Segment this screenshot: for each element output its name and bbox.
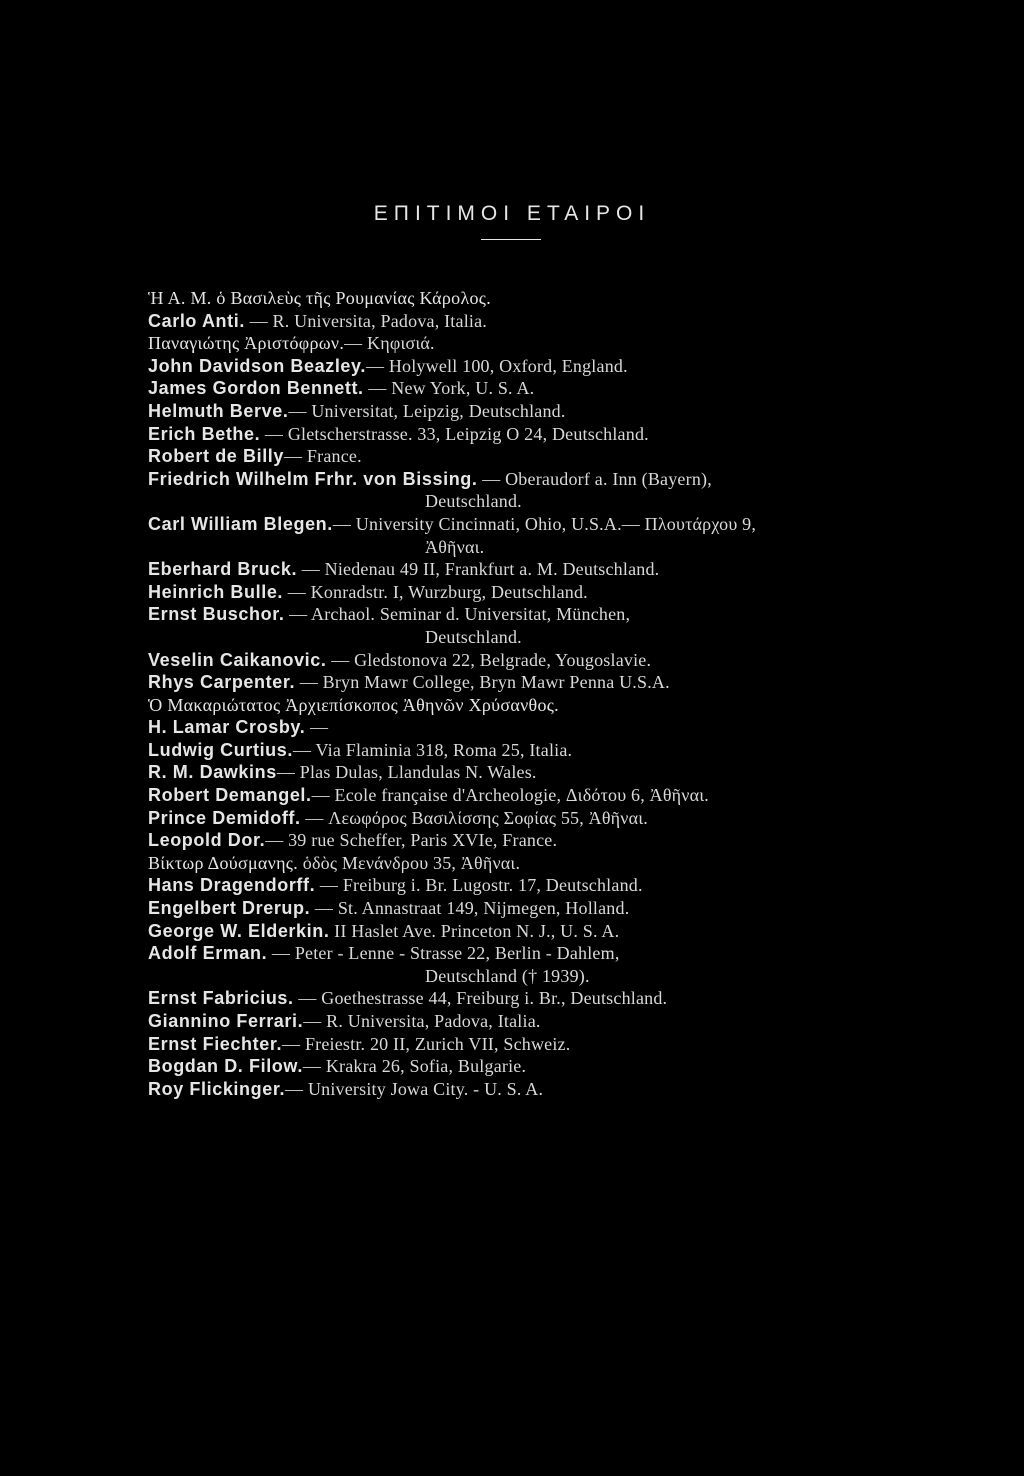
member-name: Ludwig Curtius. bbox=[148, 739, 293, 760]
member-name: Veselin Caikanovic. bbox=[148, 649, 327, 670]
member-address-continuation: Deutschland. bbox=[425, 626, 522, 647]
member-address: — Κηφισιά. bbox=[344, 333, 435, 354]
member-name: Erich Bethe. bbox=[148, 423, 261, 444]
member-address: — Bryn Mawr College, Bryn Mawr Penna U.S.A. bbox=[295, 672, 670, 693]
member-entry bbox=[148, 310, 888, 333]
member-name: Robert de Billy bbox=[148, 446, 285, 467]
member-address: — Krakra 26, Sofia, Bulgarie. bbox=[302, 1056, 527, 1077]
member-entry bbox=[148, 1078, 888, 1101]
member-name: Roy Flickinger. bbox=[148, 1078, 286, 1099]
member-name: Giannino Ferrari. bbox=[148, 1011, 304, 1031]
member-address: — New York, U. S. A. bbox=[363, 378, 535, 399]
member-entry bbox=[148, 513, 888, 536]
member-name: Carl William Blegen. bbox=[148, 513, 333, 534]
member-address: — Holywell 100, Oxford, England. bbox=[365, 355, 628, 376]
member-address: — Via Flaminia 318, Roma 25, Italia. bbox=[292, 739, 573, 760]
member-name: George W. Elderkin. bbox=[148, 920, 330, 941]
member-entry bbox=[148, 1010, 888, 1033]
member-entry bbox=[148, 649, 888, 672]
member-address: — R. Universita, Padova, Italia. bbox=[244, 310, 487, 331]
member-name: Eberhard Bruck. bbox=[148, 559, 298, 580]
member-address: — Freiburg i. Br. Lugostr. 17, Deutschland. bbox=[315, 875, 643, 896]
member-entry-continuation bbox=[148, 626, 888, 649]
member-address: — St. Annastraat 149, Nijmegen, Holland. bbox=[310, 898, 630, 919]
member-address: II Haslet Ave. Princeton N. J., U. S. A. bbox=[329, 920, 620, 941]
member-entry bbox=[148, 1055, 888, 1078]
member-entry bbox=[148, 784, 888, 807]
member-name: Ernst Fiechter. bbox=[148, 1033, 283, 1054]
member-address-continuation: Deutschland († 1939). bbox=[425, 965, 590, 986]
member-entry-continuation bbox=[148, 490, 888, 513]
member-entry bbox=[148, 671, 888, 694]
member-name: Helmuth Berve. bbox=[148, 400, 289, 421]
member-name: Engelbert Drerup. bbox=[148, 898, 311, 919]
member-name: Prince Demidoff. bbox=[148, 807, 301, 828]
member-entry bbox=[148, 445, 888, 468]
member-name: Friedrich Wilhelm Frhr. von Bissing. bbox=[148, 468, 478, 489]
member-name: R. M. Dawkins bbox=[148, 762, 277, 783]
member-entry bbox=[148, 942, 888, 965]
page-title: ΕΠΙΤΙΜΟΙ ΕΤΑΙΡΟΙ bbox=[373, 202, 651, 225]
member-entry bbox=[148, 694, 888, 717]
member-entry bbox=[148, 581, 888, 604]
member-entry bbox=[148, 1033, 888, 1056]
member-address-continuation: Ἀθῆναι. bbox=[425, 536, 485, 557]
member-name: Robert Demangel. bbox=[148, 785, 312, 806]
member-entry bbox=[148, 761, 888, 784]
member-entry bbox=[148, 287, 888, 310]
member-name: John Davidson Beazley. bbox=[148, 355, 366, 376]
member-entry bbox=[148, 603, 888, 626]
member-entry bbox=[148, 987, 888, 1010]
member-entry-continuation bbox=[148, 536, 888, 559]
member-entry bbox=[148, 400, 888, 423]
member-entry bbox=[148, 920, 888, 943]
member-name: Leopold Dor. bbox=[148, 830, 266, 851]
member-address: — France. bbox=[284, 446, 362, 467]
member-entry bbox=[148, 355, 888, 378]
member-address: — 39 rue Scheffer, Paris XVIe, France. bbox=[265, 830, 558, 851]
member-address: — bbox=[305, 717, 329, 738]
member-address: — University Jowa City. - U. S. A. bbox=[285, 1078, 544, 1099]
member-entry bbox=[148, 897, 888, 920]
member-address: — Ecole française d'Archeologie, Διδότου 6, Ἀθῆναι. bbox=[311, 785, 709, 806]
member-address: — Peter - Lenne - Strasse 22, Berlin - Dahlem, bbox=[267, 943, 620, 964]
member-name: Παναγιώτης Ἀριστόφρων. bbox=[148, 333, 345, 354]
member-address: — Plas Dulas, Llandulas N. Wales. bbox=[276, 762, 537, 783]
member-entry bbox=[148, 852, 888, 875]
member-address: — Freiestr. 20 II, Zurich VII, Schweiz. bbox=[282, 1033, 571, 1054]
member-address: — Universitat, Leipzig, Deutschland. bbox=[288, 400, 566, 421]
member-entry bbox=[148, 332, 888, 355]
member-address: ὁδὸς Μενάνδρου 35, Ἀθῆναι. bbox=[298, 852, 521, 873]
member-entry bbox=[148, 377, 888, 400]
member-name: Βίκτωρ Δούσμανης. bbox=[148, 852, 299, 873]
honorary-members-list bbox=[148, 287, 888, 1100]
member-name: Bogdan D. Filow. bbox=[148, 1056, 303, 1077]
member-address: — Gledstonova 22, Belgrade, Yougoslavie. bbox=[326, 649, 652, 670]
member-name: Ernst Buschor. bbox=[148, 604, 285, 625]
member-address: — Gletscherstrasse. 33, Leipzig O 24, Deutschland. bbox=[260, 423, 649, 444]
member-entry bbox=[148, 874, 888, 897]
member-entry bbox=[148, 558, 888, 581]
member-entry-continuation bbox=[148, 965, 888, 988]
member-name: H. Lamar Crosby. bbox=[148, 717, 306, 738]
member-entry bbox=[148, 829, 888, 852]
member-address: — Konradstr. I, Wurzburg, Deutschland. bbox=[283, 581, 588, 602]
member-entry bbox=[148, 807, 888, 830]
member-name: Rhys Carpenter. bbox=[148, 672, 296, 693]
member-entry bbox=[148, 423, 888, 446]
member-name: Heinrich Bulle. bbox=[148, 581, 284, 602]
member-name: James Gordon Bennett. bbox=[148, 378, 364, 399]
member-name: Ὁ Μακαριώτατος Ἀρχιεπίσκοπος Ἀθηνῶν Χρύσανθος. bbox=[148, 694, 559, 715]
member-name: Carlo Anti. bbox=[148, 310, 245, 331]
member-address: — Niedenau 49 II, Frankfurt a. M. Deutschland. bbox=[297, 559, 660, 580]
member-name: Ernst Fabricius. bbox=[148, 988, 294, 1009]
member-name: Ἡ Α. Μ. ὁ Βασιλεὺς τῆς Ρουμανίας Κάρολος. bbox=[148, 288, 492, 308]
title-rule bbox=[481, 239, 541, 240]
member-entry bbox=[148, 716, 888, 739]
member-name: Adolf Erman. bbox=[148, 943, 268, 964]
member-address: — University Cincinnati, Ohio, U.S.A.— Πλουτάρχου 9, bbox=[332, 513, 757, 534]
member-name: Hans Dragendorff. bbox=[148, 875, 316, 896]
member-entry bbox=[148, 468, 888, 491]
member-entry bbox=[148, 739, 888, 762]
member-address: — Oberaudorf a. Inn (Bayern), bbox=[477, 468, 712, 489]
member-address: — R. Universita, Padova, Italia. bbox=[303, 1011, 541, 1031]
member-address: — Goethestrasse 44, Freiburg i. Br., Deutschland. bbox=[293, 988, 668, 1009]
member-address: — Λεωφόρος Βασιλίσσης Σοφίας 55, Ἀθῆναι. bbox=[300, 807, 648, 828]
member-address: — Archaol. Seminar d. Universitat, München, bbox=[284, 604, 631, 625]
member-address-continuation: Deutschland. bbox=[425, 491, 522, 512]
